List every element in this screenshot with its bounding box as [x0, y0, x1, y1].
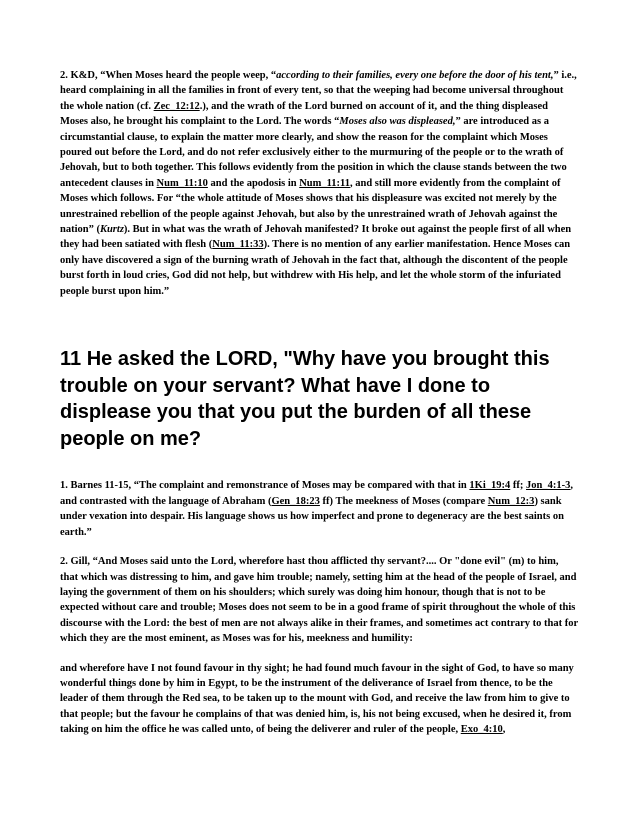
text-run: ). There is no mention of any earlier manifestation. Hence Moses can only have discovered a sign of the burning wrath of Jehovah in the fact that, although the discontent of the people burst forth in loud cries, God did not help, but withdrew with His help, and let the whole storm of the infuriated people burst upon him.” — [60, 239, 571, 297]
ref-link-num-11-10[interactable]: Num_11:10 — [156, 177, 208, 189]
gill-continuation-paragraph — [60, 661, 578, 738]
verse-heading: 11 He asked the LORD, "Why have you brought this trouble on your servant? What have I done to displease you that you put the burden of all these people on me? — [60, 348, 550, 450]
ref-link-exo-4-10[interactable]: Exo_4:10 — [460, 724, 503, 736]
italic-run: Kurtz — [99, 224, 124, 236]
kd-commentary-paragraph — [60, 68, 578, 299]
ref-link-1ki-19-4[interactable]: 1Ki_19:4 — [469, 480, 511, 492]
ref-link-num-11-33[interactable]: Num_11:33 — [212, 239, 264, 251]
text-run: ff) The meekness of Moses (compare — [319, 495, 488, 507]
text-run: , and contrasted with the language of Abraham ( — [60, 480, 573, 507]
text-run: 2. K&D, “When Moses heard the people weep, “ — [60, 70, 277, 81]
text-run: ) sank under vexation into despair. His language shows us how imperfect and prone to degeneracy are the best saints on earth.” — [60, 495, 564, 538]
text-run: ” i.e., heard complaining in all the families in front of every tent, so that the weeping had become universal throughout the whole nation (cf. — [60, 70, 577, 112]
ref-link-jon-4-1-3[interactable]: Jon_4:1-3 — [526, 480, 571, 492]
ref-link-gen-18-23[interactable]: Gen_18:23 — [271, 495, 320, 507]
text-run: , — [502, 724, 506, 736]
text-run: ” are introduced as a circumstantial clause, to explain the matter more clearly, and show the reason for the complaint which Moses poured out before the Lord, and do not refer exclusively either to the murmuring of the people or to the wrath of Jehovah, but to both together. This follows evidently from the position in which the clause stands between the two antecedent clauses in — [60, 116, 567, 189]
text-run: 1. Barnes 11-15, “The complaint and remonstrance of Moses may be compared with that in — [60, 480, 470, 492]
gill-commentary-paragraph: 2. Gill, “And Moses said unto the Lord, wherefore hast thou afflicted thy servant?.... Or "done evil" (m) to him, that which was distressing to him, and gave him trouble; namely, setting him at the head of the people of Israel, and laying the government of them on his shoulders; which surely was doing him honour, though that is not to be expected without care and trouble; Moses does not seem to be in a good frame of spirit throughout the whole of this discourse with the Lord: the best of men are not always alike in their frames, and sometimes act contrary to that for which they are the most eminent, as Moses was for his, meekness and humility: — [60, 556, 578, 645]
text-run: , and still more evidently from the complaint of Moses which follows. For “the whole attitude of Moses shows that his displeasure was excited not merely by the unrestrained rebellion of the people against Jehovah, but also by the unrestrained wrath of Jehovah against the nation” ( — [60, 177, 561, 236]
ref-link-num-12-3[interactable]: Num_12:3 — [487, 495, 535, 507]
text-run: .), and the wrath of the Lord burned on account of it, and the thing displeased Moses also, he brought his complaint to the Lord. The words “ — [60, 100, 548, 128]
text-run: ). But in what was the wrath of Jehovah manifested? It broke out against the people first of all when they had been satiated with flesh ( — [60, 224, 572, 251]
text-run: and the apodosis in — [207, 177, 300, 189]
ref-link-zec-12-12[interactable]: Zec_12:12 — [153, 100, 200, 112]
italic-run: according to their families, every one before the door of his tent, — [276, 70, 554, 81]
ref-link-num-11-11[interactable]: Num_11:11 — [299, 177, 350, 189]
italic-run: Moses also was displeased, — [339, 116, 456, 128]
text-run: ff; — [510, 480, 526, 492]
text-run: and wherefore have I not found favour in thy sight; he had found much favour in the sight of God, to have so many wonderful things done by him in Egypt, to be the instrument of the deliverance of Israel from thence, to be the leader of them through the Red sea, to be taken up to the mount with God, and receive the law from him to give to that people; but the favour he complains of that was denied him, is, his not being excused, when he desired it, from taking on him the office he was called unto, of being the deliverer and ruler of the people, — [60, 662, 574, 736]
barnes-commentary-paragraph — [60, 478, 578, 540]
